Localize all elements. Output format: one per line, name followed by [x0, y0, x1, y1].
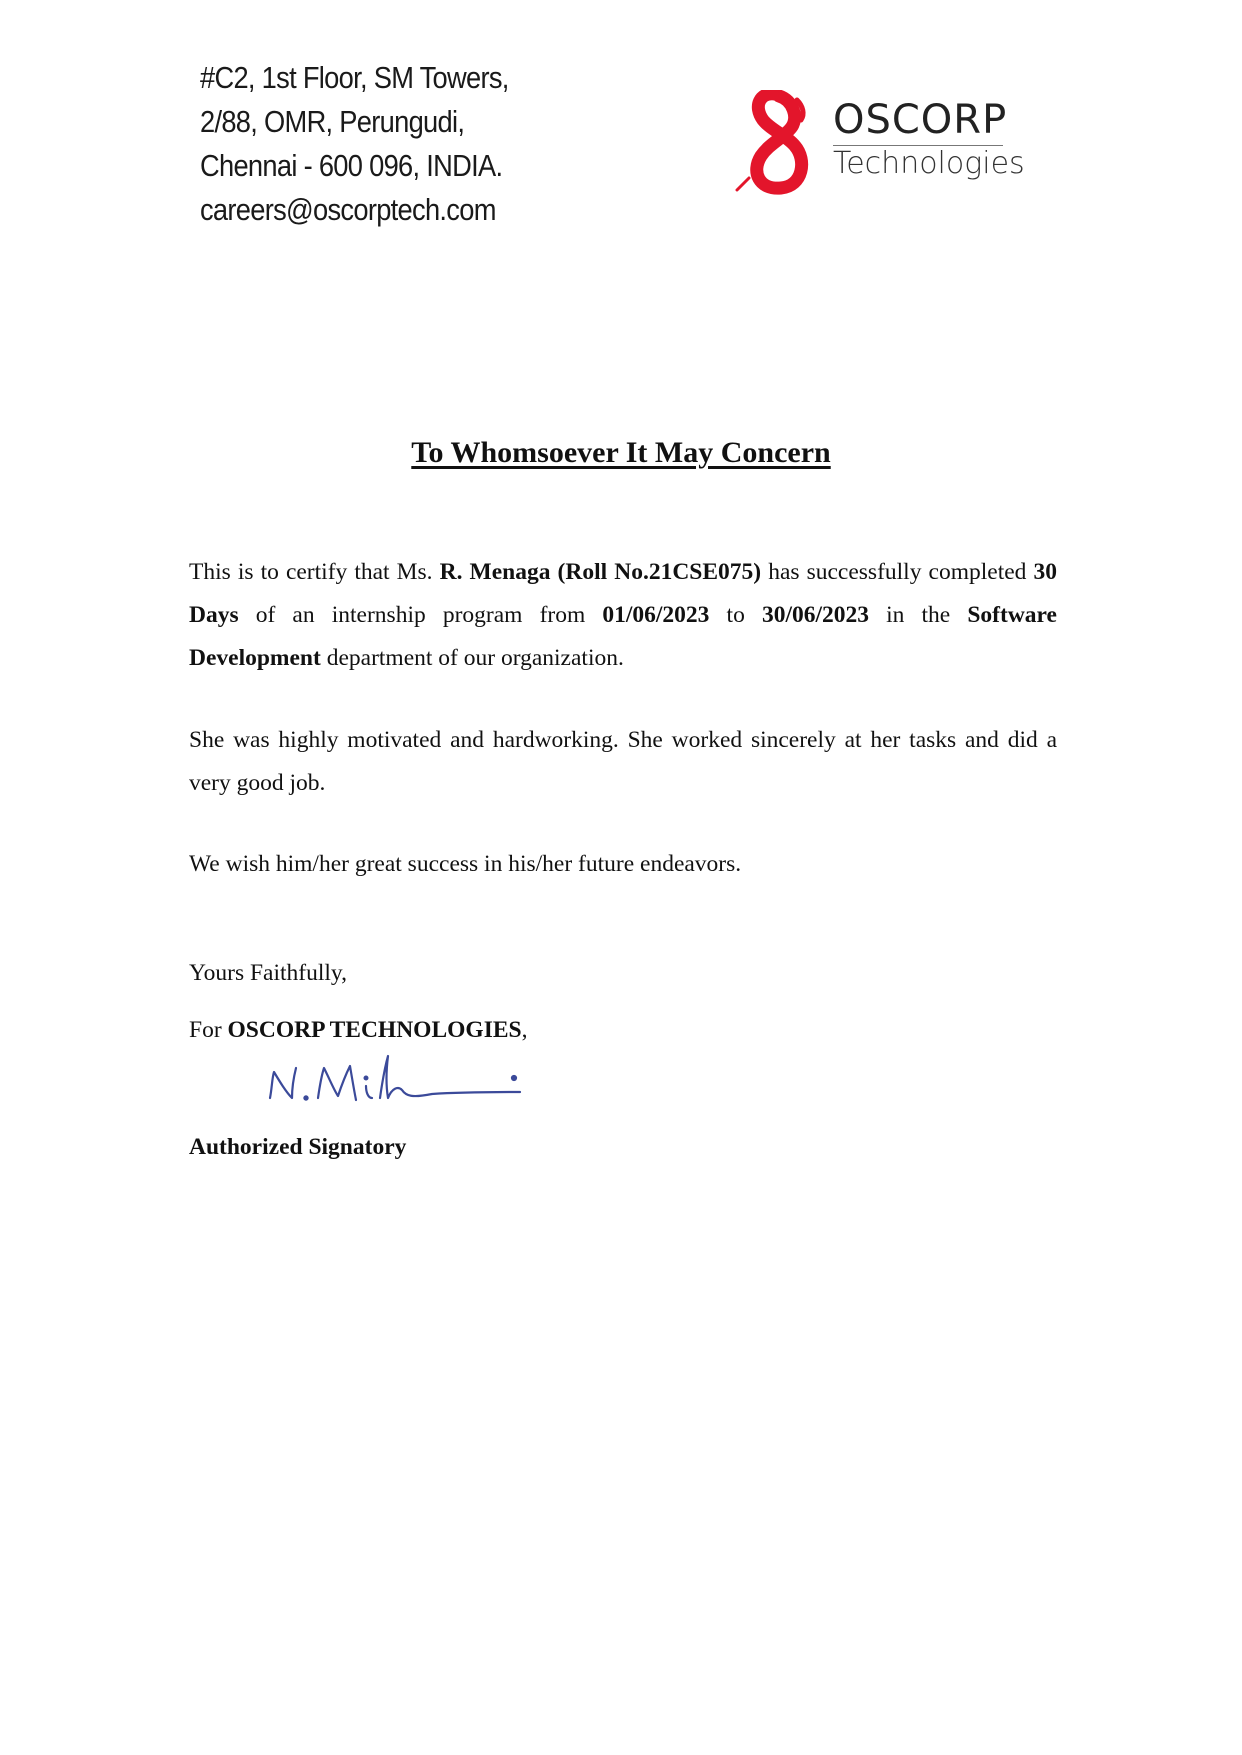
logo-wordmark: OSCORP [833, 97, 1008, 143]
company-signoff [189, 1014, 527, 1046]
for-suffix: , [521, 1017, 528, 1043]
para1-text-5: in the [869, 602, 968, 628]
para1-text-3: of an internship program from [238, 602, 603, 628]
wishes-paragraph: We wish him/her great success in his/her future endeavors. [189, 851, 742, 877]
end-date: 30/06/2023 [761, 602, 870, 628]
department-name: Software Development [189, 602, 1057, 671]
para1-text-1: This is to certify that Ms. [189, 559, 440, 585]
address-line-2: 2/88, OMR, Perungudi, [200, 104, 465, 139]
handwritten-signature [262, 1048, 552, 1118]
authorized-signatory: Authorized Signatory [189, 1134, 407, 1160]
para1-text-2: has successfully completed [761, 559, 1034, 585]
letter-heading: To Whomsoever It May Concern [411, 436, 831, 469]
company-address [200, 56, 509, 232]
logo-subtitle: Technologies [833, 146, 1025, 181]
para1-text-4: to [709, 602, 762, 628]
for-prefix: For [189, 1017, 228, 1043]
address-line-3: Chennai - 600 096, INDIA. [200, 148, 503, 183]
para1-text-6: department of our organization. [320, 645, 624, 671]
oscorp-logo-icon [735, 90, 825, 195]
address-line-1: #C2, 1st Floor, SM Towers, [200, 60, 509, 95]
careers-email: careers@oscorptech.com [200, 192, 496, 227]
performance-paragraph: She was highly motivated and hardworking. She worked sincerely at her tasks and did a very good job. [189, 727, 1057, 796]
company-name: OSCORP TECHNOLOGIES [227, 1017, 522, 1043]
company-logo [735, 90, 1025, 195]
start-date: 01/06/2023 [602, 602, 710, 628]
intern-name: R. Menaga (Roll No.21CSE075) [439, 559, 762, 585]
internship-duration: 30 Days [189, 559, 1057, 628]
closing-salutation: Yours Faithfully, [189, 960, 348, 986]
certification-paragraph [189, 551, 1057, 680]
